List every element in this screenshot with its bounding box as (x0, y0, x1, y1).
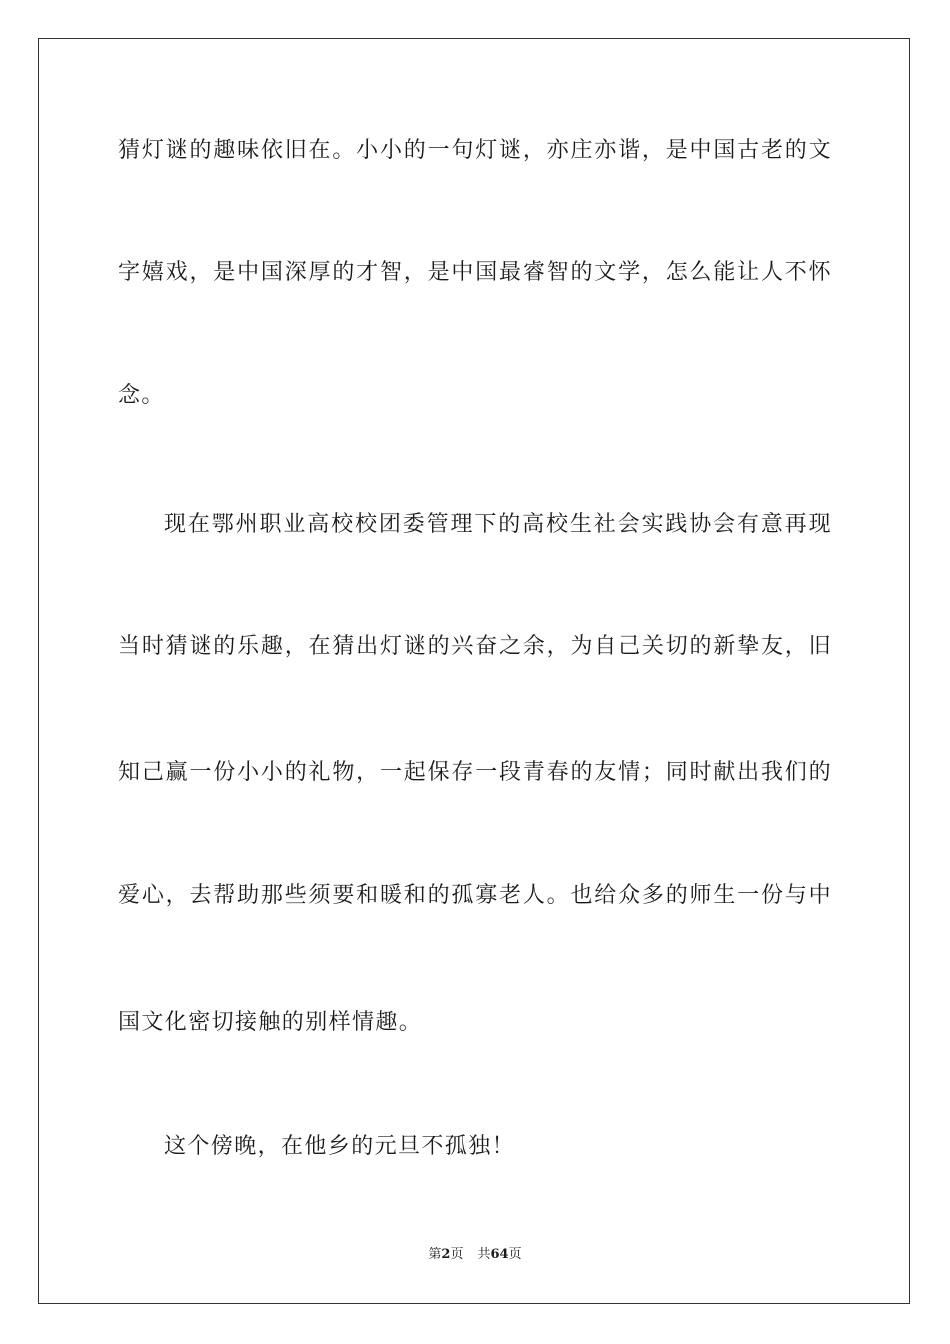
page-suffix: 页 (450, 1247, 464, 1262)
total-prefix: 共 (477, 1247, 491, 1262)
paragraph-1-line-2: 字嬉戏，是中国深厚的才智，是中国最睿智的文学，怎么能让人不怀 (118, 260, 832, 285)
paragraph-2-line-2: 当时猜谜的乐趣，在猜出灯谜的兴奋之余，为自己关切的新挚友，旧 (118, 634, 832, 659)
paragraph-1-line-1: 猜灯谜的趣味依旧在。小小的一句灯谜，亦庄亦谐，是中国古老的文 (118, 138, 832, 163)
paragraph-3-line-1: 这个傍晚，在他乡的元旦不孤独！ (164, 1134, 516, 1159)
paragraph-2-line-1: 现在鄂州职业高校校团委管理下的高校生社会实践协会有意再现 (164, 512, 832, 537)
page-footer (0, 1246, 950, 1264)
total-pages: 64 (490, 1247, 509, 1262)
page-number: 2 (441, 1247, 451, 1262)
paragraph-1-line-3: 念。 (118, 383, 165, 408)
page-border (38, 38, 910, 1304)
paragraph-2-line-3: 知己赢一份小小的礼物，一起保存一段青春的友情；同时献出我们的 (118, 760, 832, 785)
total-suffix: 页 (508, 1247, 522, 1262)
page-prefix: 第 (428, 1247, 442, 1262)
paragraph-2-line-4: 爱心，去帮助那些须要和暖和的孤寡老人。也给众多的师生一份与中 (118, 883, 832, 908)
paragraph-2-line-5: 国文化密切接触的别样情趣。 (118, 1010, 423, 1035)
